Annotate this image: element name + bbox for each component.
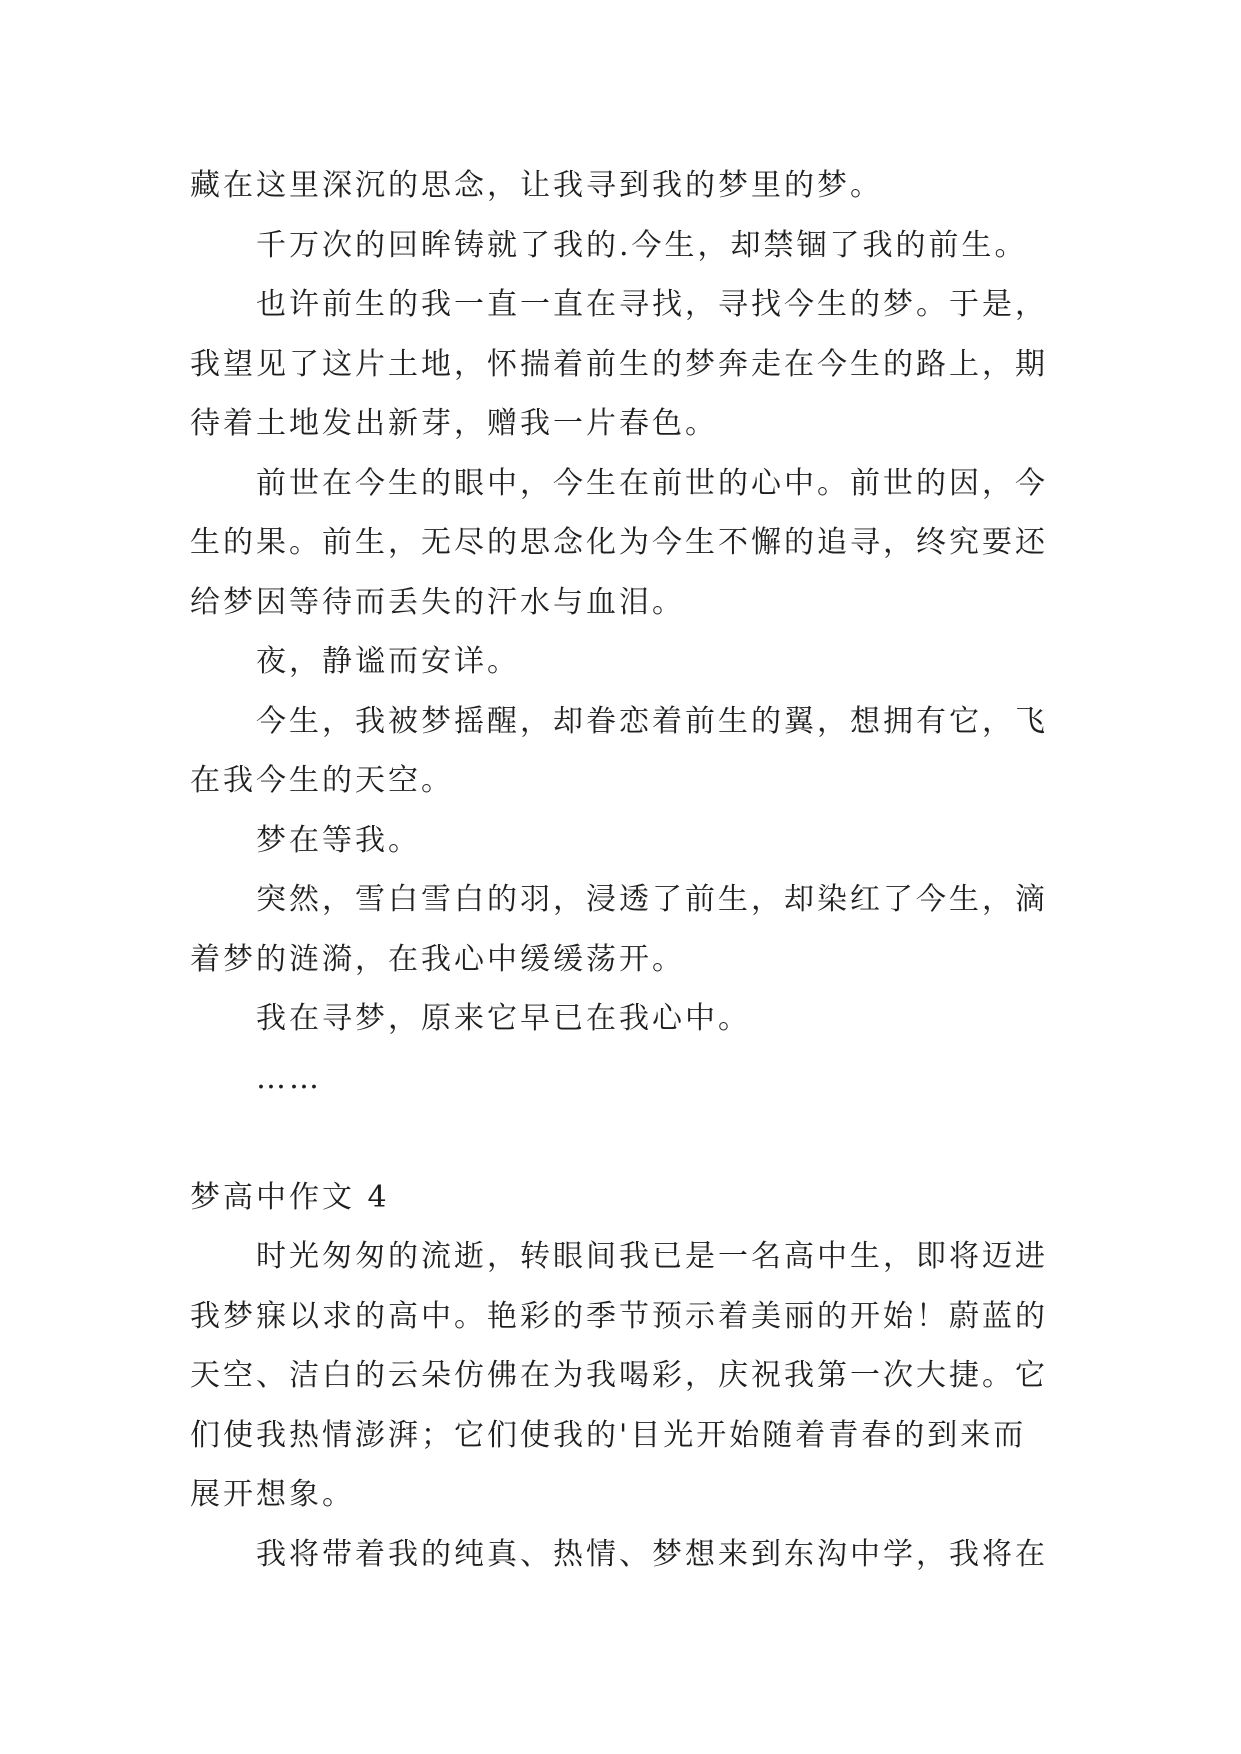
text-line: 在我今生的天空。: [190, 763, 454, 798]
text-line: 待着土地发出新芽，赠我一片春色。: [190, 406, 718, 441]
text-line: 千万次的回眸铸就了我的.今生，却禁锢了我的前生。: [256, 227, 1028, 263]
text-line: 们使我热情澎湃；它们使我的'目光开始随着青春的到来而: [190, 1417, 1027, 1453]
text-line: 也许前生的我一直一直在寻找，寻找今生的梦。于是，: [256, 287, 1048, 322]
text-line: 我将带着我的纯真、热情、梦想来到东沟中学，我将在: [256, 1536, 1048, 1572]
text-line: 我望见了这片土地，怀揣着前生的梦奔走在今生的路上，期: [190, 346, 1048, 382]
section-title: 梦高中作文 4: [190, 1179, 390, 1215]
text-line: 给梦因等待而丢失的汗水与血泪。: [190, 584, 685, 620]
document-body: [190, 156, 1060, 1584]
text-line: 着梦的涟漪，在我心中缓缓荡开。: [190, 941, 685, 977]
text-line: 前世在今生的眼中，今生在前世的心中。前世的因，今: [256, 465, 1048, 501]
ellipsis-line: ……: [256, 1060, 322, 1096]
text-line: 展开想象。: [190, 1477, 355, 1512]
text-line: 夜，静谧而安详。: [256, 644, 520, 679]
text-line: 我在寻梦，原来它早已在我心中。: [256, 1001, 751, 1036]
text-line: 梦在等我。: [256, 822, 421, 858]
text-line: 我梦寐以求的高中。艳彩的季节预示着美丽的开始！蔚蓝的: [190, 1298, 1048, 1334]
text-line: 突然，雪白雪白的羽，浸透了前生，却染红了今生，滴: [256, 882, 1048, 917]
text-line: 生的果。前生，无尽的思念化为今生不懈的追寻，终究要还: [190, 525, 1048, 560]
text-line: 天空、洁白的云朵仿佛在为我喝彩，庆祝我第一次大捷。它: [190, 1358, 1048, 1393]
text-line: 时光匆匆的流逝，转眼间我已是一名高中生，即将迈进: [256, 1239, 1048, 1274]
text-line: 今生，我被梦摇醒，却眷恋着前生的翼，想拥有它，飞: [256, 703, 1048, 739]
section-gap: [190, 1108, 1060, 1168]
text-line: 藏在这里深沉的思念，让我寻到我的梦里的梦。: [190, 168, 883, 203]
